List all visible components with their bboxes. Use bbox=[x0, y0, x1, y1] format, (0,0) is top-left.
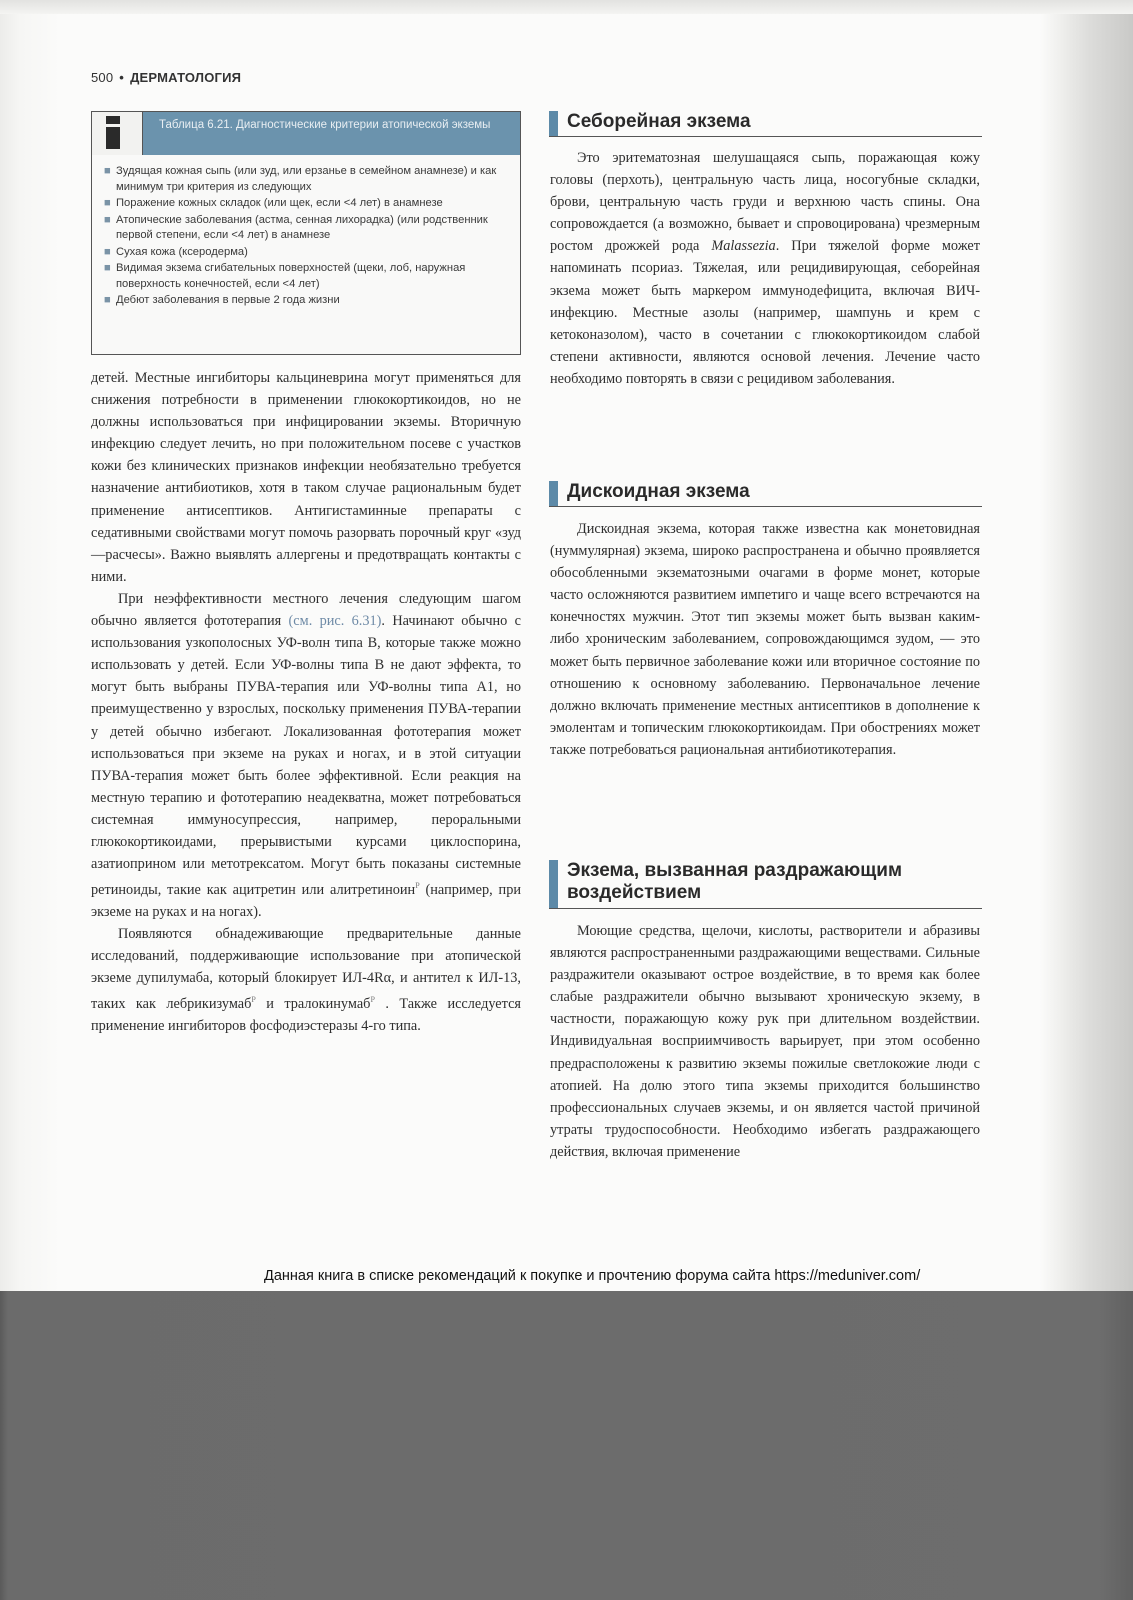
list-item: ■ Сухая кожа (ксеродерма) bbox=[104, 245, 248, 258]
drug-registration-mark: Р bbox=[370, 995, 375, 1005]
paragraph: детей. Местные ингибиторы кальциневрина могут применяться для снижения потребности в применении глюкокортикоидов, но не должны использоваться при инфицировании экземы. Вторичную инфекцию следует лечить, но при положительном посеве с участков кожи без клинических признаков инфекции необязательно требуется назначение антибиотиков, хотя в таком случае рациональным будет применение антисептиков. Антигистаминные препараты с седативными свойствами могут помочь разорвать порочный круг «зуд—расчесы». Важно выявлять аллергены и предотвращать контакты с ними. bbox=[91, 370, 521, 585]
list-item: ■ Атопические заболевания (астма, сенная лихорадка) (или родственник первой степени, если <4 лет) в анамнезе bbox=[104, 213, 488, 241]
paragraph: Дискоидная экзема, которая также известна как монетовидная (нуммулярная) экзема, широко распространена и обычно проявляется обособленными экзематозными очагами в форме монет, которые часто осложняются развитием импетиго и чаще всего встречаются на конечностях мужчин. Этот тип экземы может быть вызван каким-либо хроническим заболеванием, сопровождающимся зудом, — это может быть первичное заболевание кожи или вторичное состояние по отношению к основному заболеванию. Первоначальное лечение должно включать применение местных антисептиков в дополнение к эмолентам и топическим глюкокортикоидам. При обострениях может также потребоваться рациональная антибиотикотерапия. bbox=[550, 521, 980, 758]
drug-registration-mark: Р bbox=[251, 995, 256, 1005]
criteria-text: Сухая кожа (ксеродерма) bbox=[116, 245, 248, 258]
section-heading: Себорейная экзема bbox=[567, 111, 751, 132]
criteria-text: Атопические заболевания (астма, сенная лихорадка) (или родственник первой степени, если <4 лет) в анамнезе bbox=[116, 213, 488, 241]
drug-registration-mark: Р bbox=[415, 881, 420, 891]
paragraph-text: Это эритематозная шелушащаяся сыпь, поражающая кожу головы (перхоть), центральную часть лица, носогубные складки, брови, центральную часть груди и верхнюю часть спины. Она сопровождается (а возможно, бывает и спровоцирована) чрезмерным ростом дрожжей рода bbox=[550, 150, 980, 255]
diagnostic-criteria-table bbox=[91, 111, 521, 355]
heading-accent-bar bbox=[549, 111, 558, 136]
paragraph-text: . При тяжелой форме может напоминать псориаз. Тяжелая, или рецидивирующая, себорейная экзема может быть маркером иммунодефицита, включая ВИЧ-инфекцию. Местные азолы (например, шампунь и крем с кетоконазолом), часто в сочетании с глюкокортикоидом слабой степени активности, являются основой лечения. Лечение часто необходимо повторять в связи с рецидивом заболевания. bbox=[550, 238, 980, 387]
paragraph-text: . Также исследуется применение ингибиторов фосфодиэстеразы 4-го типа. bbox=[91, 996, 521, 1035]
paragraph bbox=[550, 147, 980, 390]
heading-discoid-eczema bbox=[549, 481, 982, 507]
criteria-text: Дебют заболевания в первые 2 года жизни bbox=[116, 294, 340, 306]
section-discoid-eczema bbox=[550, 518, 980, 761]
list-item: ■ Видимая экзема сгибательных поверхностей (щеки, лоб, наружная поверхность конечностей, если <4 лет) bbox=[104, 262, 466, 290]
criteria-text: Видимая экзема сгибательных поверхностей (щеки, лоб, наружная поверхность конечностей, если <4 лет) bbox=[116, 262, 466, 290]
paragraph-phototherapy bbox=[91, 588, 521, 923]
page-number: 500 bbox=[91, 70, 114, 85]
list-item: ■ Поражение кожных складок (или щек, если <4 лет) в анамнезе bbox=[104, 197, 443, 209]
heading-irritant-eczema bbox=[549, 860, 982, 909]
table-title: Таблица 6.21. Диагностические критерии атопической экземы bbox=[159, 119, 491, 131]
paragraph-text: . Начинают обычно с использования узкополосных УФ-волн типа В, которые также можно использовать у детей. Если УФ-волны типа В не дают эффекта, то могут быть выбраны ПУВА-терапия или УФ-волны типа А1, но преимущественно у взрослых, поскольку применения ПУВА-терапии у детей обычно избегают. Локализованная фототерапия может использоваться при экземе на руках и ногах, и в этой ситуации ПУВА-терапия может быть более эффективной. Если реакция на местную терапию и фототерапию неадекватна, может потребоваться системная иммуносупрессия, например, пероральными глюкокортикоидами, прерывистыми курсами циклоспорина, азатиоприном или метотрексатом. Могут быть показаны системные ретиноиды, такие как ацитретин или алитретиноин bbox=[91, 613, 521, 898]
section-seborrheic-eczema bbox=[550, 147, 980, 390]
heading-seborrheic-eczema bbox=[549, 111, 982, 137]
criteria-list bbox=[102, 164, 510, 310]
info-icon bbox=[92, 112, 143, 155]
paragraph-text: и тралокинумаб bbox=[255, 996, 371, 1013]
paragraph-dupilumab bbox=[91, 923, 521, 1037]
paragraph-text: При неэффективности местного лечения следующим шагом обычно является фототерапия bbox=[91, 590, 521, 630]
list-item: ■ Дебют заболевания в первые 2 года жизни bbox=[104, 294, 340, 306]
paragraph: Моющие средства, щелочи, кислоты, растворители и абразивы являются распространенными раздражающими веществами. Сильные раздражители оказывают острое воздействие, в то время как более слабые раздражители обычно вызывают хроническую экзему, в частности, поражающую кожу рук при длительном воздействии. Индивидуальная восприимчивость варьирует, при этом особенно предрасположены к развитию экземы пожилые светлокожие люди с атопией. На долю этого типа экземы приходится большинство профессиональных случаев экземы, и он является частой причиной утраты трудоспособности. Необходимо избегать раздражающего действия, включая применение bbox=[550, 923, 980, 1160]
header-separator: • bbox=[119, 70, 125, 85]
section-heading: Экзема, вызванная раздражающим воздействием bbox=[567, 860, 903, 903]
heading-accent-bar bbox=[549, 481, 558, 506]
footer-note: Данная книга в списке рекомендаций к покупке и прочтению форума сайта https://meduniver.com/ bbox=[264, 1268, 921, 1284]
figure-reference-link[interactable]: (см. рис. 6.31) bbox=[288, 613, 382, 630]
genus-name: Malassezia bbox=[711, 238, 776, 255]
section-title: ДЕРМАТОЛОГИЯ bbox=[130, 70, 242, 85]
criteria-text: Зудящая кожная сыпь (или зуд, или ерзанье в семейном анамнезе) и как минимум три критерия из следующих bbox=[116, 165, 497, 193]
running-head bbox=[91, 70, 241, 85]
heading-accent-bar bbox=[549, 860, 558, 908]
table-header bbox=[92, 112, 520, 155]
criteria-text: Поражение кожных складок (или щек, если <4 лет) в анамнезе bbox=[116, 197, 443, 209]
paragraph-text: Появляются обнадеживающие предварительные данные исследований, поддерживающие использование при атопической экземе дупилумаба, который блокирует ИЛ-4Rα, и антител к ИЛ-13, таких как лебрикизумаб bbox=[91, 926, 521, 1013]
paragraph-text: (например, при экземе на руках и на ногах). bbox=[91, 881, 521, 921]
scan-background-band bbox=[0, 1291, 1133, 1600]
page-top-edge bbox=[0, 0, 1133, 14]
list-item: ■ Зудящая кожная сыпь (или зуд, или ерзанье в семейном анамнезе) и как минимум три критерия из следующих bbox=[104, 165, 497, 193]
section-heading: Дискоидная экзема bbox=[567, 481, 750, 502]
left-column bbox=[91, 367, 521, 1037]
section-irritant-eczema bbox=[550, 920, 980, 1163]
